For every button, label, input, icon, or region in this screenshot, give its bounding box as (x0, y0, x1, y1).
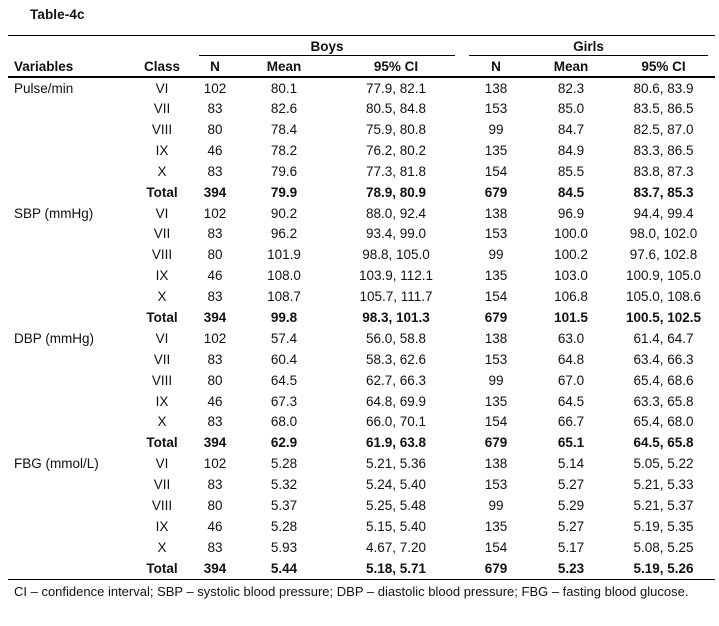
mean-cell: 5.14 (557, 456, 585, 472)
n-cell: 99 (488, 372, 504, 388)
ci-cell: 83.8, 87.3 (633, 163, 694, 179)
variable-cell (8, 391, 132, 412)
n-cell: 394 (203, 184, 227, 200)
ci-cell: 105.7, 111.7 (359, 289, 433, 305)
n-cell: 83 (207, 539, 223, 555)
class-cell: VIII (151, 372, 173, 388)
mean-cell: 82.6 (270, 101, 298, 117)
col-header-ci-boys: 95% CI (330, 56, 462, 77)
n-cell: 153 (484, 477, 508, 493)
variable-cell (8, 412, 132, 433)
n-cell: 154 (484, 163, 508, 179)
table-row (8, 161, 715, 182)
table-row (8, 391, 715, 412)
stats-table (8, 35, 715, 579)
class-cell: VI (155, 330, 169, 346)
ci-cell: 105.0, 108.6 (625, 289, 702, 305)
variable-cell (8, 370, 132, 391)
mean-cell: 106.8 (554, 289, 588, 305)
class-cell: X (157, 289, 167, 305)
col-header-class: Class (132, 56, 192, 77)
variable-cell (8, 224, 132, 245)
table-row (8, 453, 715, 474)
class-cell: IX (155, 142, 169, 158)
ci-cell: 76.2, 80.2 (365, 142, 427, 158)
variable-cell (8, 537, 132, 558)
variable-cell (8, 286, 132, 307)
mean-cell: 5.23 (557, 560, 585, 576)
table-row (8, 203, 715, 224)
table-row (8, 474, 715, 495)
n-cell: 46 (207, 268, 223, 284)
table-row (8, 328, 715, 349)
mean-cell: 5.93 (270, 539, 298, 555)
mean-cell: 65.1 (557, 435, 585, 451)
n-cell: 99 (488, 498, 504, 514)
n-cell: 153 (484, 101, 508, 117)
n-cell: 83 (207, 163, 223, 179)
ci-cell: 5.25, 5.48 (365, 498, 427, 514)
mean-cell: 99.8 (270, 310, 298, 326)
group-header-girls (462, 36, 715, 57)
variable-cell (8, 140, 132, 161)
ci-cell: 94.4, 99.4 (633, 205, 694, 221)
n-cell: 138 (484, 80, 508, 96)
mean-cell: 108.7 (267, 289, 301, 305)
mean-cell: 64.8 (557, 351, 585, 367)
ci-cell: 5.21, 5.36 (365, 456, 427, 472)
column-header-row (8, 56, 715, 77)
mean-cell: 5.32 (270, 477, 298, 493)
table-body (8, 77, 715, 578)
n-cell: 135 (484, 142, 508, 158)
mean-cell: 84.7 (557, 122, 585, 137)
table-title: Table-4c (30, 7, 85, 22)
class-cell: VI (155, 456, 169, 472)
ci-cell: 100.9, 105.0 (625, 268, 702, 284)
class-cell: VIII (151, 247, 173, 263)
n-cell: 80 (207, 247, 223, 263)
n-cell: 394 (203, 310, 227, 326)
ci-cell: 5.21, 5.37 (633, 498, 694, 514)
variable-cell (8, 558, 132, 579)
ci-cell: 5.08, 5.25 (633, 539, 694, 555)
variable-cell (8, 495, 132, 516)
table-row (8, 286, 715, 307)
ci-cell: 64.8, 69.9 (365, 393, 427, 409)
group-header-spacer (8, 36, 192, 57)
n-cell: 679 (484, 184, 508, 200)
n-cell: 394 (203, 560, 227, 576)
n-cell: 80 (207, 498, 223, 514)
class-cell: IX (155, 518, 169, 534)
n-cell: 46 (207, 518, 223, 534)
table-row (8, 182, 715, 203)
mean-cell: 5.44 (270, 560, 298, 576)
group-header-row (8, 36, 715, 57)
ci-cell: 97.6, 102.8 (629, 247, 698, 263)
mean-cell: 62.9 (270, 435, 298, 451)
mean-cell: 5.37 (270, 498, 298, 514)
mean-cell: 68.0 (270, 414, 298, 430)
ci-cell: 63.3, 65.8 (633, 393, 694, 409)
n-cell: 46 (207, 393, 223, 409)
class-cell: Total (146, 184, 178, 200)
ci-cell: 80.5, 84.8 (365, 101, 427, 117)
ci-cell: 5.18, 5.71 (365, 560, 427, 576)
n-cell: 138 (484, 205, 508, 221)
ci-cell: 62.7, 66.3 (365, 372, 427, 388)
mean-cell: 78.2 (270, 142, 298, 158)
class-cell: VI (155, 205, 169, 221)
ci-cell: 78.9, 80.9 (365, 184, 427, 200)
n-cell: 135 (484, 518, 508, 534)
group-label-girls: Girls (469, 39, 708, 56)
n-cell: 102 (203, 205, 227, 221)
variable-cell (8, 516, 132, 537)
n-cell: 102 (203, 456, 227, 472)
variable-cell (8, 265, 132, 286)
n-cell: 138 (484, 456, 508, 472)
table-row (8, 432, 715, 453)
table-row (8, 537, 715, 558)
n-cell: 154 (484, 414, 508, 430)
ci-cell: 83.3, 86.5 (633, 142, 694, 158)
table-row (8, 495, 715, 516)
mean-cell: 64.5 (270, 372, 298, 388)
mean-cell: 5.28 (270, 456, 298, 472)
mean-cell: 5.17 (557, 539, 585, 555)
mean-cell: 101.9 (267, 247, 301, 263)
mean-cell: 80.1 (270, 80, 298, 96)
ci-cell: 58.3, 62.6 (365, 351, 427, 367)
class-cell: X (157, 163, 167, 179)
n-cell: 153 (484, 351, 508, 367)
ci-cell: 88.0, 92.4 (365, 205, 427, 221)
variable-cell (8, 432, 132, 453)
ci-cell: 80.6, 83.9 (633, 80, 694, 96)
variable-cell (8, 161, 132, 182)
col-header-n-girls: N (462, 56, 530, 77)
n-cell: 80 (207, 372, 223, 388)
class-cell: VI (155, 80, 169, 96)
ci-cell: 98.3, 101.3 (362, 310, 430, 326)
mean-cell: 85.0 (557, 101, 585, 117)
mean-cell: 90.2 (270, 205, 298, 221)
mean-cell: 100.2 (554, 247, 588, 263)
class-cell: VII (153, 351, 171, 367)
n-cell: 154 (484, 289, 508, 305)
mean-cell: 63.0 (557, 330, 585, 346)
table-row (8, 370, 715, 391)
variable-cell (8, 349, 132, 370)
n-cell: 83 (207, 226, 223, 242)
table-row (8, 119, 715, 140)
class-cell: X (157, 539, 167, 555)
n-cell: 135 (484, 268, 508, 284)
ci-cell: 77.9, 82.1 (365, 80, 427, 96)
mean-cell: 67.3 (270, 393, 298, 409)
mean-cell: 96.2 (270, 226, 298, 242)
table-row (8, 558, 715, 579)
mean-cell: 108.0 (267, 268, 301, 284)
table-row (8, 307, 715, 328)
mean-cell: 96.9 (557, 205, 585, 221)
n-cell: 46 (207, 142, 223, 158)
n-cell: 83 (207, 351, 223, 367)
ci-cell: 5.05, 5.22 (633, 456, 694, 472)
ci-cell: 103.9, 112.1 (358, 268, 434, 284)
table-row (8, 224, 715, 245)
mean-cell: 85.5 (557, 163, 585, 179)
table-head (8, 36, 715, 78)
ci-cell: 83.5, 86.5 (633, 101, 694, 117)
ci-cell: 5.19, 5.26 (633, 560, 694, 576)
ci-cell: 63.4, 66.3 (633, 351, 694, 367)
variable-cell: FBG (mmol/L) (14, 456, 99, 472)
n-cell: 83 (207, 101, 223, 117)
class-cell: IX (155, 268, 169, 284)
n-cell: 102 (203, 80, 227, 96)
table-row (8, 412, 715, 433)
ci-cell: 82.5, 87.0 (633, 122, 694, 137)
col-header-n-boys: N (192, 56, 238, 77)
variable-cell (8, 244, 132, 265)
col-header-variables: Variables (8, 56, 132, 77)
n-cell: 83 (207, 477, 223, 493)
n-cell: 154 (484, 539, 508, 555)
col-header-mean-girls: Mean (530, 56, 612, 77)
ci-cell: 5.15, 5.40 (365, 518, 427, 534)
n-cell: 99 (488, 122, 504, 137)
mean-cell: 5.27 (557, 518, 585, 534)
ci-cell: 5.19, 5.35 (633, 518, 694, 534)
ci-cell: 4.67, 7.20 (365, 539, 427, 555)
class-cell: X (157, 414, 167, 430)
class-cell: VIII (151, 498, 173, 514)
n-cell: 135 (484, 393, 508, 409)
col-header-ci-girls: 95% CI (612, 56, 715, 77)
mean-cell: 84.9 (557, 142, 585, 158)
n-cell: 83 (207, 414, 223, 430)
col-header-mean-boys: Mean (238, 56, 330, 77)
n-cell: 99 (488, 247, 504, 263)
ci-cell: 5.24, 5.40 (365, 477, 427, 493)
class-cell: Total (146, 435, 178, 451)
n-cell: 679 (484, 435, 508, 451)
table-row (8, 140, 715, 161)
class-cell: VII (153, 101, 171, 117)
table-row (8, 77, 715, 98)
ci-cell: 93.4, 99.0 (365, 226, 427, 242)
ci-cell: 98.8, 105.0 (362, 247, 430, 263)
ci-cell: 61.4, 64.7 (633, 330, 694, 346)
mean-cell: 100.0 (554, 226, 588, 242)
group-label-boys: Boys (199, 39, 455, 56)
mean-cell: 66.7 (557, 414, 585, 430)
mean-cell: 101.5 (554, 310, 588, 326)
table-row (8, 265, 715, 286)
mean-cell: 57.4 (270, 330, 298, 346)
mean-cell: 79.9 (270, 184, 298, 200)
variable-cell (8, 98, 132, 119)
variable-cell (8, 307, 132, 328)
ci-cell: 98.0, 102.0 (629, 226, 698, 242)
n-cell: 679 (484, 560, 508, 576)
ci-cell: 56.0, 58.8 (365, 330, 427, 346)
variable-cell: Pulse/min (14, 80, 74, 96)
ci-cell: 64.5, 65.8 (633, 435, 694, 451)
class-cell: VIII (151, 122, 173, 137)
ci-cell: 83.7, 85.3 (633, 184, 694, 200)
n-cell: 80 (207, 122, 223, 137)
mean-cell: 103.0 (554, 268, 588, 284)
table-row (8, 244, 715, 265)
class-cell: Total (146, 310, 178, 326)
mean-cell: 5.28 (270, 518, 298, 534)
mean-cell: 82.3 (557, 80, 585, 96)
mean-cell: 78.4 (270, 122, 298, 137)
variable-cell: SBP (mmHg) (14, 205, 94, 221)
mean-cell: 67.0 (557, 372, 585, 388)
n-cell: 83 (207, 289, 223, 305)
class-cell: Total (146, 560, 178, 576)
group-header-boys (192, 36, 462, 57)
n-cell: 153 (484, 226, 508, 242)
mean-cell: 5.27 (557, 477, 585, 493)
table-row (8, 516, 715, 537)
variable-cell: DBP (mmHg) (14, 330, 95, 346)
mean-cell: 60.4 (270, 351, 298, 367)
mean-cell: 79.6 (270, 163, 298, 179)
mean-cell: 5.29 (557, 498, 585, 514)
ci-cell: 77.3, 81.8 (365, 163, 427, 179)
variable-cell (8, 474, 132, 495)
variable-cell (8, 119, 132, 140)
ci-cell: 65.4, 68.0 (633, 414, 694, 430)
n-cell: 138 (484, 330, 508, 346)
table-footnote: CI – confidence interval; SBP – systolic blood pressure; DBP – diastolic blood pressure; FBG – fasting blood glucose. (8, 579, 715, 604)
class-cell: VII (153, 226, 171, 242)
ci-cell: 61.9, 63.8 (365, 435, 427, 451)
n-cell: 679 (484, 310, 508, 326)
table-row (8, 98, 715, 119)
ci-cell: 75.9, 80.8 (365, 122, 427, 137)
ci-cell: 100.5, 102.5 (625, 310, 702, 326)
mean-cell: 64.5 (557, 393, 585, 409)
mean-cell: 84.5 (557, 184, 585, 200)
class-cell: IX (155, 393, 169, 409)
variable-cell (8, 182, 132, 203)
ci-cell: 65.4, 68.6 (633, 372, 694, 388)
ci-cell: 66.0, 70.1 (365, 414, 427, 430)
table-row (8, 349, 715, 370)
ci-cell: 5.21, 5.33 (633, 477, 694, 493)
n-cell: 394 (203, 435, 227, 451)
class-cell: VII (153, 477, 171, 493)
n-cell: 102 (203, 330, 227, 346)
